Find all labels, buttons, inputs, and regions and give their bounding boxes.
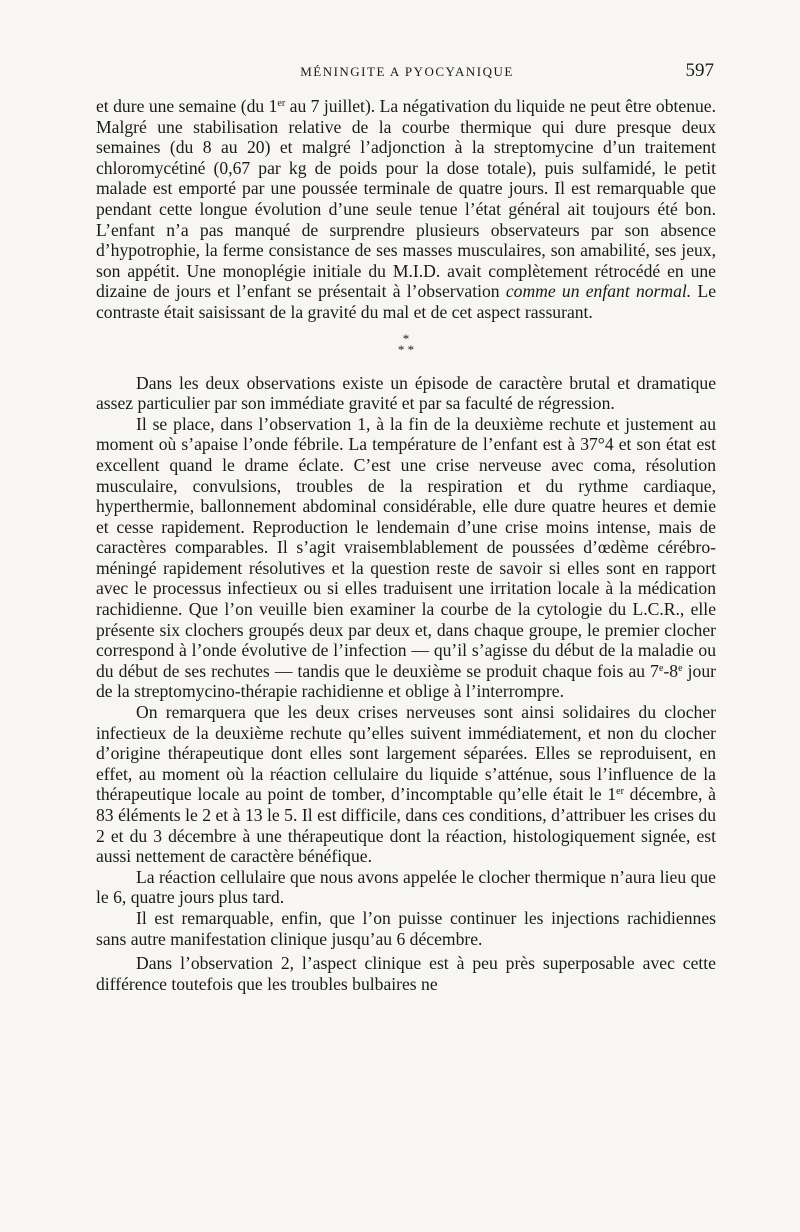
p1-superscript: er bbox=[277, 98, 286, 109]
paragraph-4 bbox=[96, 702, 716, 867]
p3-text-mid: -8 bbox=[663, 660, 679, 681]
body-text bbox=[96, 96, 716, 994]
p3-superscript-2: e bbox=[678, 662, 683, 674]
p1-text-b: au 7 juillet). La négativation du liquide ne peut être obtenue. Malgré une stabilisation relative de la courbe thermique qui dure presque deux semaines (du 8 au 20) et malgré l’adjonction à la streptomycine d’un traitement chloromycétiné (0,67 par kg de poids pour la dose totale), puis sulfamidé, le petit malade est emporté par une poussée terminale de quatre jours. Il est remarquable que pendant cette longue évolution d’une seule tenue l’état général ait toujours été bon. L’enfant n’a pas manqué de surprendre plusieurs observateurs par son absence d’hypotrophie, la ferme consistance de ses masses musculaires, son amabilité, ses jeux, son appétit. Une monoplégie initiale du M.I.D. avait complètement rétrocédé en une dizaine de jours et l’enfant se présentait à l’observation bbox=[96, 96, 716, 302]
asterism-bottom: * * bbox=[397, 341, 415, 357]
running-head bbox=[96, 60, 718, 84]
p4-text-b: décembre, à 83 éléments le 2 et à 13 le 5. Il est difficile, dans ces conditions, d’attribuer les crises du 2 et du 3 décembre à une thérapeutique dont la réaction, histologiquement signée, est aussi nettement de caractère bénéfique. bbox=[96, 784, 716, 867]
p3-text-b: jour de la streptomycino-thérapie rachidienne et oblige à l’interrompre. bbox=[96, 660, 716, 702]
paragraph-7: Dans l’observation 2, l’aspect clinique est à peu près superposable avec cette différence toutefois que les troubles bulbaires ne bbox=[96, 953, 716, 994]
p3-text-a: Il se place, dans l’observation 1, à la fin de la deuxième rechute et justement au moment où s’apaise l’onde fébrile. La température de l’enfant est à 37°4 et son état est excellent quand le drame éclate. C’est une crise nerveuse avec coma, résolution musculaire, convulsions, troubles de la respiration et du rythme cardiaque, hyperthermie, ballonnement abdominal considérable, elle dure quatre heures et demie et cesse rapidement. Reproduction le lendemain d’une crise moins intense, mais de caractères comparables. Il s’agit vraisemblablement de poussées d’œdème cérébro-méningé rapidement résolutives et la question reste de savoir si elles sont en rapport avec le processus infectieux ou si elles traduisent une irritation locale à la médication rachidienne. Que l’on veuille bien examiner la courbe de la cytologie du L.C.R., elle présente six clochers groupés deux par deux et, dans chaque groupe, le premier clocher correspond à l’onde évolutive de l’infection — qu’il s’agisse du début de la maladie ou du début de ses rechutes — tandis que le deuxième se produit chaque fois au 7 bbox=[96, 413, 716, 681]
p1-text-c: Le contraste était saisissant de la gravité du mal et de cet aspect rassurant. bbox=[96, 281, 716, 322]
running-title: MÉNINGITE A PYOCYANIQUE bbox=[300, 64, 514, 79]
asterism-top: * bbox=[402, 330, 410, 346]
paragraph-6: Il est remarquable, enfin, que l’on puisse continuer les injections rachidiennes sans autre manifestation clinique jusqu’au 6 décembre. bbox=[96, 907, 716, 949]
paragraph-3 bbox=[96, 414, 716, 702]
asterism bbox=[96, 330, 716, 373]
p1-italic-phrase: comme un enfant normal. bbox=[505, 281, 692, 302]
p1-text-a: et dure une semaine (du 1 bbox=[96, 96, 278, 116]
paragraph-1 bbox=[96, 96, 716, 323]
p3-superscript-1: e bbox=[658, 662, 664, 674]
paragraph-2: Dans les deux observations existe un épisode de caractère brutal et dramatique assez particulier par son immédiate gravité et par sa faculté de régression. bbox=[96, 372, 716, 414]
p4-text-a: On remarquera que les deux crises nerveuses sont ainsi solidaires du clocher infectieux de la deuxième rechute qu’elles suivent immédiatement, et non du clocher d’origine thérapeutique dont elles sont largement séparées. Elles se reproduisent, en effet, au moment où la réaction cellulaire du liquide s’atténue, sous l’influence de la thérapeutique locale au point de tomber, d’incomptable qu’elle était le 1 bbox=[96, 702, 716, 805]
page-number: 597 bbox=[685, 60, 714, 81]
p4-superscript: er bbox=[616, 786, 624, 798]
paragraph-5: La réaction cellulaire que nous avons appelée le clocher thermique n’aura lieu que le 6, quatre jours plus tard. bbox=[96, 866, 716, 908]
